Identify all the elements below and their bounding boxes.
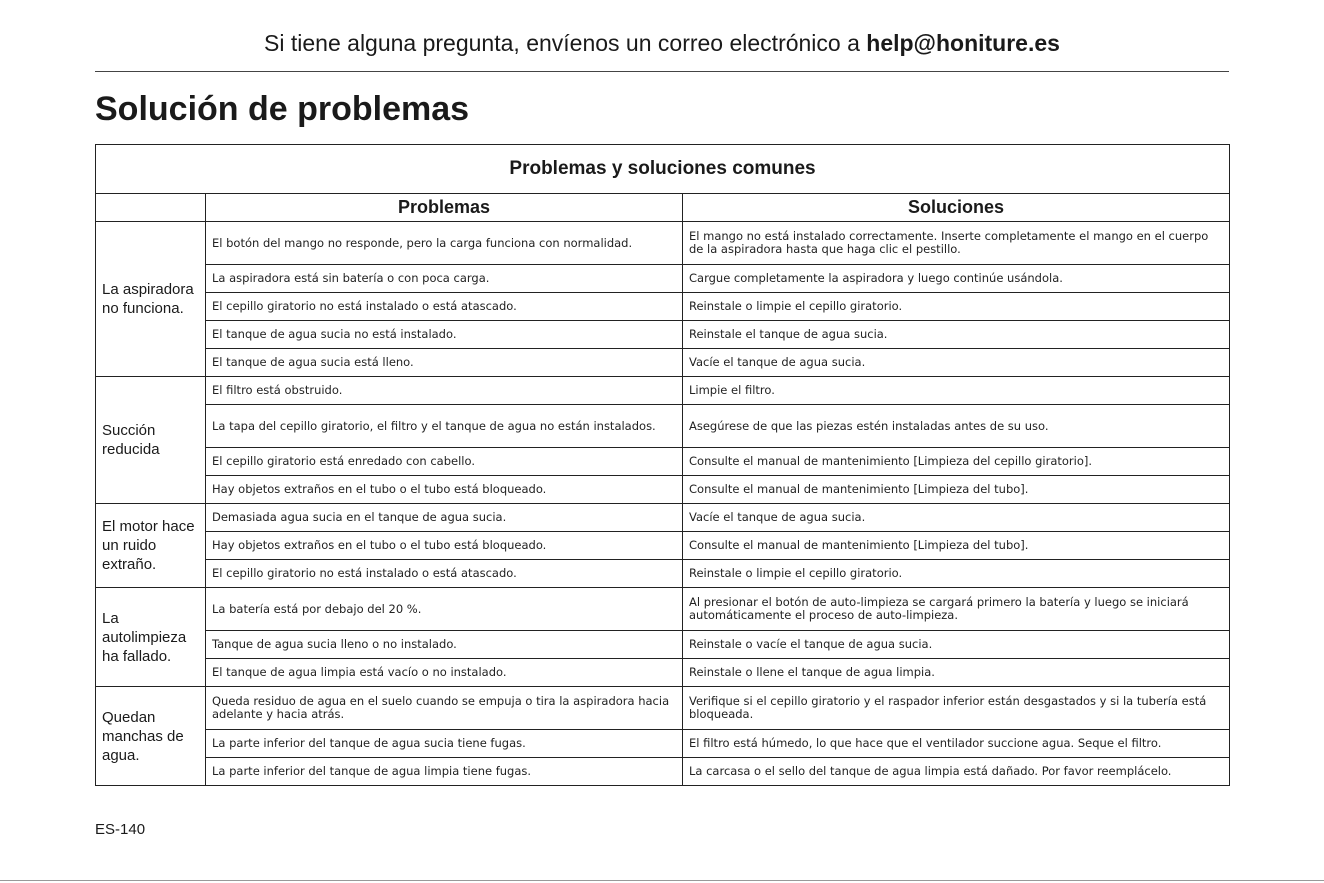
category-cell: El motor hace un ruido extraño. <box>96 504 206 588</box>
problem-cell: Tanque de agua sucia lleno o no instalado. <box>206 631 683 659</box>
solution-cell: Reinstale o limpie el cepillo giratorio. <box>683 560 1230 588</box>
problems-column-header: Problemas <box>206 194 683 222</box>
solution-cell: Reinstale el tanque de agua sucia. <box>683 321 1230 349</box>
solutions-column-header: Soluciones <box>683 194 1230 222</box>
table-row <box>96 321 1230 349</box>
solution-cell: Reinstale o vacíe el tanque de agua sucia. <box>683 631 1230 659</box>
solution-cell: Consulte el manual de mantenimiento [Limpieza del tubo]. <box>683 476 1230 504</box>
category-cell: Quedan manchas de agua. <box>96 687 206 786</box>
solution-cell: El mango no está instalado correctamente. Inserte completamente el mango en el cuerpo de la aspiradora hasta que haga clic el pestillo. <box>683 222 1230 265</box>
problem-cell: Hay objetos extraños en el tubo o el tubo está bloqueado. <box>206 476 683 504</box>
table-row <box>96 730 1230 758</box>
solution-cell: Al presionar el botón de auto-limpieza se cargará primero la batería y luego se iniciará automáticamente el proceso de auto-limpieza. <box>683 588 1230 631</box>
problem-cell: El filtro está obstruido. <box>206 377 683 405</box>
support-email[interactable]: help@honiture.es <box>866 30 1060 56</box>
page-header <box>95 30 1229 57</box>
table-row <box>96 504 1230 532</box>
problem-cell: La aspiradora está sin batería o con poca carga. <box>206 265 683 293</box>
category-cell: Succión reducida <box>96 377 206 504</box>
page-title: Solución de problemas <box>95 90 470 128</box>
problem-cell: La batería está por debajo del 20 %. <box>206 588 683 631</box>
table-row <box>96 659 1230 687</box>
bottom-divider <box>0 880 1324 881</box>
category-cell: La autolimpieza ha fallado. <box>96 588 206 687</box>
problem-cell: El botón del mango no responde, pero la carga funciona con normalidad. <box>206 222 683 265</box>
solution-cell: Vacíe el tanque de agua sucia. <box>683 504 1230 532</box>
header-divider <box>95 71 1229 72</box>
table-row <box>96 349 1230 377</box>
problem-cell: El tanque de agua sucia está lleno. <box>206 349 683 377</box>
table-row <box>96 265 1230 293</box>
category-cell: La aspiradora no funciona. <box>96 222 206 377</box>
table-row <box>96 758 1230 786</box>
table-row <box>96 222 1230 265</box>
problem-cell: El cepillo giratorio está enredado con cabello. <box>206 448 683 476</box>
solution-cell: Reinstale o limpie el cepillo giratorio. <box>683 293 1230 321</box>
problem-cell: El cepillo giratorio no está instalado o está atascado. <box>206 293 683 321</box>
table-caption: Problemas y soluciones comunes <box>96 145 1230 194</box>
table-row <box>96 377 1230 405</box>
problem-cell: Demasiada agua sucia en el tanque de agua sucia. <box>206 504 683 532</box>
table-row <box>96 293 1230 321</box>
problem-cell: La parte inferior del tanque de agua sucia tiene fugas. <box>206 730 683 758</box>
solution-cell: Verifique si el cepillo giratorio y el raspador inferior están desgastados y si la tubería está bloqueada. <box>683 687 1230 730</box>
table-row <box>96 448 1230 476</box>
table-row <box>96 476 1230 504</box>
header-text: Si tiene alguna pregunta, envíenos un correo electrónico a <box>264 30 860 56</box>
problem-cell: El tanque de agua limpia está vacío o no instalado. <box>206 659 683 687</box>
table-row <box>96 405 1230 448</box>
solution-cell: Asegúrese de que las piezas estén instaladas antes de su uso. <box>683 405 1230 448</box>
table-row <box>96 560 1230 588</box>
table-row <box>96 532 1230 560</box>
solution-cell: El filtro está húmedo, lo que hace que el ventilador succione agua. Seque el filtro. <box>683 730 1230 758</box>
solution-cell: La carcasa o el sello del tanque de agua limpia está dañado. Por favor reemplácelo. <box>683 758 1230 786</box>
problem-cell: El tanque de agua sucia no está instalado. <box>206 321 683 349</box>
solution-cell: Reinstale o llene el tanque de agua limpia. <box>683 659 1230 687</box>
solution-cell: Limpie el filtro. <box>683 377 1230 405</box>
problem-cell: La parte inferior del tanque de agua limpia tiene fugas. <box>206 758 683 786</box>
category-column-header <box>96 194 206 222</box>
troubleshooting-table <box>95 144 1230 786</box>
solution-cell: Consulte el manual de mantenimiento [Limpieza del cepillo giratorio]. <box>683 448 1230 476</box>
table-row <box>96 687 1230 730</box>
solution-cell: Cargue completamente la aspiradora y luego continúe usándola. <box>683 265 1230 293</box>
problem-cell: Hay objetos extraños en el tubo o el tubo está bloqueado. <box>206 532 683 560</box>
problem-cell: Queda residuo de agua en el suelo cuando se empuja o tira la aspiradora hacia adelante y hacia atrás. <box>206 687 683 730</box>
solution-cell: Vacíe el tanque de agua sucia. <box>683 349 1230 377</box>
page-number: ES-140 <box>95 821 146 838</box>
problem-cell: La tapa del cepillo giratorio, el filtro y el tanque de agua no están instalados. <box>206 405 683 448</box>
table-row <box>96 588 1230 631</box>
solution-cell: Consulte el manual de mantenimiento [Limpieza del tubo]. <box>683 532 1230 560</box>
problem-cell: El cepillo giratorio no está instalado o está atascado. <box>206 560 683 588</box>
table-row <box>96 631 1230 659</box>
